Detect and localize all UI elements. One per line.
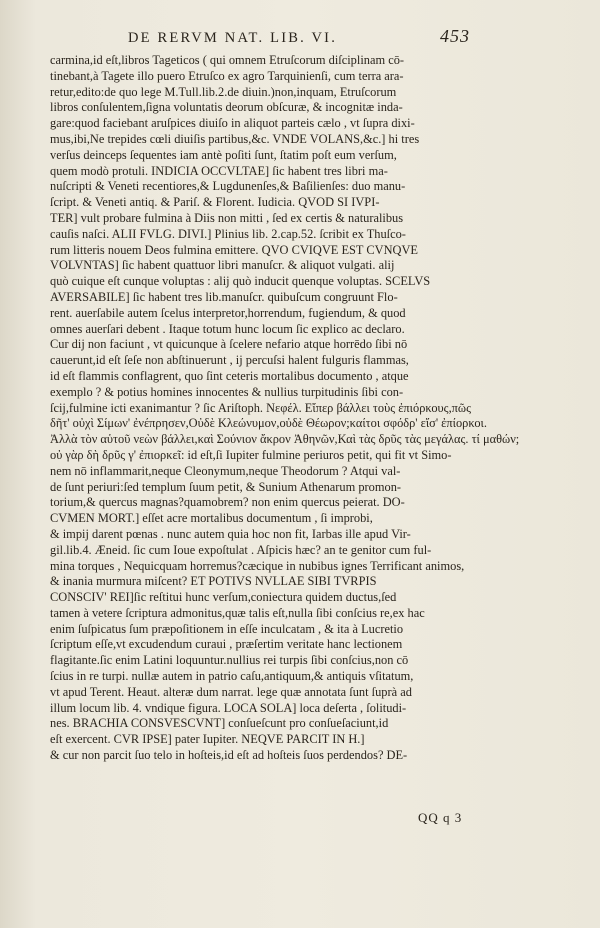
text-line: δῆτ' οὐχὶ Σίμων' ἐνέπρησεν,Οὐδὲ Κλεώνυμον,οὐδὲ Θέωρον;καίτοι σφόδρ' εἴσ' ἐπίορκοι. bbox=[50, 416, 487, 431]
text-line: libros conſulentem,ſigna voluntatis deorum obſcuræ, & incognitæ inda- bbox=[50, 100, 403, 115]
text-line: rent. auerſabile autem ſcelus interpretor,horrendum, fugiendum, & quod bbox=[50, 305, 406, 320]
text-line: exemplo ? & potius homines innocentes & nullius turpitudinis ſibi con- bbox=[50, 384, 404, 399]
text-line: Ἀλλὰ τὸν αὑτοῦ νεὼν βάλλει,καὶ Σούνιον ἄκρον Ἀθηνῶν,Καὶ τὰς δρῦς τὰς μεγάλας. τί μαθών; bbox=[50, 432, 520, 447]
text-line: & impij darent pœnas . nunc autem quia hoc non fit, Iarbas ille apud Vir- bbox=[50, 526, 411, 541]
text-line: flagitante.ſic enim Latini loquuntur.nullius rei turpis ſibi conſcius,non cō bbox=[50, 653, 409, 668]
text-line: nuſcripti & Veneti recentiores,& Lugdunenſes,& Baſilienſes: duo manu- bbox=[50, 179, 406, 194]
text-line: carmina,id eſt,libros Tageticos ( qui omnem Etruſcorum diſciplinam cō- bbox=[50, 53, 405, 67]
text-line: Cur dij non faciunt , vt quicunque à ſcelere nefario atque horrēdo ſibi nō bbox=[50, 337, 408, 352]
text-line: ſcius in re turpi. nullæ autem in patrio caſu,antiquum,& antiquis vſitatum, bbox=[50, 669, 414, 684]
text-line: de ſunt periuri:ſed templum ſuum petit, & Sunium Athenarum promon- bbox=[50, 479, 402, 494]
text-line: verſus deinceps ſequentes iam antè poſiti ſunt, ſtatim poſt eum verſum, bbox=[50, 147, 397, 162]
text-line: enim ſuſpicatus ſum præpoſitionem in eſſe inculcatam , & ita à Lucretio bbox=[50, 621, 404, 636]
text-line: retur,edito:de quo lege M.Tull.lib.2.de diuin.)non,inquam, Etruſcorum bbox=[50, 84, 397, 99]
text-line: vt apud Terent. Heaut. alteræ dum narrat. lege quæ annotata ſunt ſuprà ad bbox=[50, 684, 412, 699]
text-line: cauerunt,id eſt ſeſe non abſtinuerunt , ij percuſsi halent fulguris flammas, bbox=[50, 353, 409, 368]
text-line: CONSCIV' REI]ſic reſtitui hunc verſum,coniectura quidem ductus,ſed bbox=[50, 590, 397, 605]
text-line: & cur non parcit ſuo telo in hoſteis,id eſt ad hoſteis ſuos perdendos? DE- bbox=[50, 748, 408, 763]
text-line: gare:quod faciebant aruſpices diuiſo in aliquot parteis cælo , vt ſupra dixi- bbox=[50, 116, 415, 131]
text-line: quò cuique eſt cunque voluptas : alij quò inducit quenque voluptas. SCELVS bbox=[50, 274, 431, 289]
text-line: tinebant,à Tagete illo puero Etruſco ex agro Tarquinienſi, cum terra ara- bbox=[50, 68, 404, 83]
text-line: CVMEN MORT.] eſſet acre mortalibus documentum , ſi improbi, bbox=[50, 511, 373, 526]
text-line: ſcij,fulmine icti exanimantur ? ſic Ariſtoph. Νεφέλ. Εἴπερ βάλλει τοὺς ἐπιόρκους,πῶς bbox=[50, 400, 471, 415]
text-line: omnes auerſari debent . Itaque totum hunc locum ſic explico ac declaro. bbox=[50, 321, 405, 336]
page-number: 453 bbox=[440, 26, 470, 46]
text-line: nem nō inflammarit,neque Cleonymum,neque Theodorum ? Atqui val- bbox=[50, 463, 401, 478]
text-line: ſcript. & Veneti antiq. & Pariſ. & Florent. Iudicia. QVOD SI IVPI- bbox=[50, 195, 380, 210]
running-head: DE RERVM NAT. LIB. VI. bbox=[128, 30, 338, 46]
text-line: torium,& quercus magnas?quamobrem? non enim quercus peierat. DO- bbox=[50, 495, 405, 510]
signature-mark: QQ q 3 bbox=[418, 810, 463, 825]
text-line: mus,ibi,Ne trepides cœli diuiſis partibus,&c. VNDE VOLANS,&c.] hi tres bbox=[50, 131, 420, 146]
text-line: illum locum lib. 4. vndique figura. LOCA SOLA] loca deſerta , ſolitudi- bbox=[50, 700, 407, 715]
text-line: & inania murmura miſcent? ET POTIVS NVLLAE SIBI TVRPIS bbox=[50, 574, 377, 589]
commentary-text bbox=[50, 53, 550, 764]
text-line: id eſt flammis conflagrent, quo ſint ceteris mortalibus documento , atque bbox=[50, 368, 409, 383]
text-line: AVERSABILE] ſic habent tres lib.manuſcr. quibuſcum congruunt Flo- bbox=[50, 289, 398, 304]
text-line: ſcriptum eſſe,vt excudendum curaui , præſertim veritate hanc lectionem bbox=[50, 637, 403, 652]
text-line: mina torques , Nequicquam horremus?cæcique in nubibus ignes Terrificant animos, bbox=[50, 558, 465, 573]
text-line: οὐ γὰρ δὴ δρῦς γ' ἐπιορκεῖ: id eſt,ſi Iupiter fulmine periuros petit, qui fit vt Simo- bbox=[50, 447, 452, 462]
text-line: tamen à vetere ſcriptura admonitus,quæ talis eſt,nulla ſibi conſcius re,ex hac bbox=[50, 605, 425, 620]
text-line: TER] vult probare fulmina à Diis non mitti , ſed ex certis & naturalibus bbox=[50, 210, 404, 225]
text-line: nes. BRACHIA CONSVESCVNT] conſueſcunt pro conſueſaciunt,id bbox=[50, 716, 389, 731]
text-line: cauſis naſci. ALII FVLG. DIVI.] Plinius lib. 2.cap.52. ſcribit ex Thuſco- bbox=[50, 226, 406, 241]
text-line: quem modò protuli. INDICIA OCCVLTAE] ſic habent tres libri ma- bbox=[50, 163, 388, 178]
text-line: gil.lib.4. Æneid. ſic cum Ioue expoſtulat . Aſpicis hæc? an te genitor cum ful- bbox=[50, 542, 432, 557]
text-line: rum litteris nouem Deos fulmina emittere. QVO CVIQVE EST CVNQVE bbox=[50, 242, 418, 257]
text-line: VOLVNTAS] ſic habent quattuor libri manuſcr. & aliquot vulgati. alij bbox=[50, 258, 395, 273]
text-line: eſt exercent. CVR IPSE] pater Iupiter. NEQVE PARCIT IN H.] bbox=[50, 732, 365, 747]
